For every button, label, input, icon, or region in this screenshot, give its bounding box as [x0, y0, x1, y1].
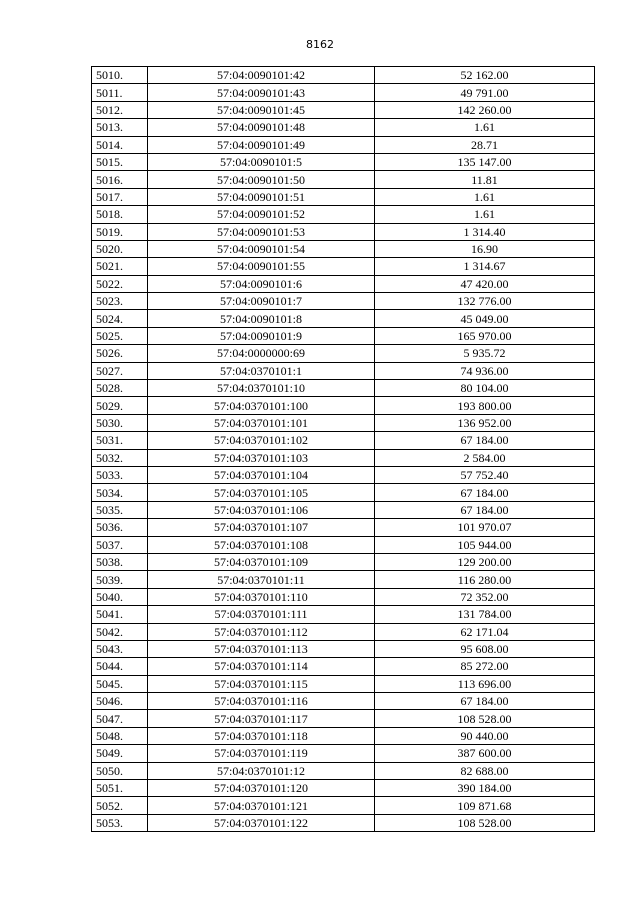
table-row: [92, 623, 595, 640]
value-cell: 67 184.00: [375, 693, 595, 710]
cadastral-number-cell: 57:04:0370101:102: [148, 432, 375, 449]
cadastral-number-cell: 57:04:0090101:55: [148, 258, 375, 275]
value-cell: 52 162.00: [375, 67, 595, 84]
cadastral-number-cell: 57:04:0370101:109: [148, 553, 375, 570]
row-number-cell: 5022.: [92, 275, 148, 292]
value-cell: 67 184.00: [375, 501, 595, 518]
value-cell: 142 260.00: [375, 101, 595, 118]
row-number-cell: 5024.: [92, 310, 148, 327]
table-row: [92, 275, 595, 292]
table-row: [92, 675, 595, 692]
cadastral-number-cell: 57:04:0370101:101: [148, 414, 375, 431]
table-row: [92, 414, 595, 431]
row-number-cell: 5034.: [92, 484, 148, 501]
table-row: [92, 727, 595, 744]
cadastral-number-cell: 57:04:0090101:42: [148, 67, 375, 84]
table-row: [92, 640, 595, 657]
table-row: [92, 780, 595, 797]
cadastral-number-cell: 57:04:0090101:48: [148, 119, 375, 136]
row-number-cell: 5029.: [92, 397, 148, 414]
row-number-cell: 5045.: [92, 675, 148, 692]
row-number-cell: 5049.: [92, 745, 148, 762]
table-row: [92, 67, 595, 84]
value-cell: 2 584.00: [375, 449, 595, 466]
value-cell: 95 608.00: [375, 640, 595, 657]
table-row: [92, 380, 595, 397]
table-row: [92, 119, 595, 136]
value-cell: 129 200.00: [375, 553, 595, 570]
table-row: [92, 536, 595, 553]
cadastral-number-cell: 57:04:0090101:50: [148, 171, 375, 188]
table-body: [92, 67, 595, 832]
cadastral-number-cell: 57:04:0370101:121: [148, 797, 375, 814]
value-cell: 90 440.00: [375, 727, 595, 744]
row-number-cell: 5011.: [92, 84, 148, 101]
table-row: [92, 814, 595, 831]
table-row: [92, 553, 595, 570]
row-number-cell: 5047.: [92, 710, 148, 727]
cadastral-number-cell: 57:04:0370101:111: [148, 606, 375, 623]
cadastral-number-cell: 57:04:0090101:54: [148, 240, 375, 257]
row-number-cell: 5046.: [92, 693, 148, 710]
row-number-cell: 5051.: [92, 780, 148, 797]
table-row: [92, 153, 595, 170]
table-row: [92, 571, 595, 588]
cadastral-number-cell: 57:04:0370101:120: [148, 780, 375, 797]
table-row: [92, 101, 595, 118]
table-row: [92, 484, 595, 501]
cadastral-number-cell: 57:04:0090101:45: [148, 101, 375, 118]
row-number-cell: 5020.: [92, 240, 148, 257]
cadastral-number-cell: 57:04:0000000:69: [148, 345, 375, 362]
row-number-cell: 5013.: [92, 119, 148, 136]
value-cell: 67 184.00: [375, 432, 595, 449]
cadastral-number-cell: 57:04:0090101:43: [148, 84, 375, 101]
table-row: [92, 240, 595, 257]
table-row: [92, 327, 595, 344]
value-cell: 108 528.00: [375, 814, 595, 831]
value-cell: 74 936.00: [375, 362, 595, 379]
table-row: [92, 606, 595, 623]
row-number-cell: 5041.: [92, 606, 148, 623]
table-row: [92, 310, 595, 327]
value-cell: 1.61: [375, 188, 595, 205]
cadastral-number-cell: 57:04:0370101:11: [148, 571, 375, 588]
row-number-cell: 5042.: [92, 623, 148, 640]
value-cell: 62 171.04: [375, 623, 595, 640]
cadastral-number-cell: 57:04:0370101:113: [148, 640, 375, 657]
cadastral-number-cell: 57:04:0370101:107: [148, 519, 375, 536]
value-cell: 85 272.00: [375, 658, 595, 675]
cadastral-number-cell: 57:04:0090101:5: [148, 153, 375, 170]
value-cell: 113 696.00: [375, 675, 595, 692]
table-row: [92, 745, 595, 762]
row-number-cell: 5027.: [92, 362, 148, 379]
table-row: [92, 501, 595, 518]
cadastral-number-cell: 57:04:0370101:114: [148, 658, 375, 675]
row-number-cell: 5026.: [92, 345, 148, 362]
row-number-cell: 5021.: [92, 258, 148, 275]
row-number-cell: 5040.: [92, 588, 148, 605]
value-cell: 82 688.00: [375, 762, 595, 779]
value-cell: 108 528.00: [375, 710, 595, 727]
cadastral-number-cell: 57:04:0370101:103: [148, 449, 375, 466]
row-number-cell: 5016.: [92, 171, 148, 188]
value-cell: 57 752.40: [375, 466, 595, 483]
table-row: [92, 762, 595, 779]
cadastral-number-cell: 57:04:0090101:9: [148, 327, 375, 344]
value-cell: 193 800.00: [375, 397, 595, 414]
value-cell: 16.90: [375, 240, 595, 257]
cadastral-number-cell: 57:04:0370101:110: [148, 588, 375, 605]
table-row: [92, 188, 595, 205]
value-cell: 390 184.00: [375, 780, 595, 797]
row-number-cell: 5038.: [92, 553, 148, 570]
value-cell: 387 600.00: [375, 745, 595, 762]
row-number-cell: 5050.: [92, 762, 148, 779]
table-row: [92, 84, 595, 101]
cadastral-number-cell: 57:04:0090101:6: [148, 275, 375, 292]
row-number-cell: 5014.: [92, 136, 148, 153]
row-number-cell: 5035.: [92, 501, 148, 518]
row-number-cell: 5019.: [92, 223, 148, 240]
value-cell: 131 784.00: [375, 606, 595, 623]
value-cell: 165 970.00: [375, 327, 595, 344]
cadastral-number-cell: 57:04:0370101:105: [148, 484, 375, 501]
table-row: [92, 797, 595, 814]
row-number-cell: 5044.: [92, 658, 148, 675]
row-number-cell: 5032.: [92, 449, 148, 466]
value-cell: 101 970.07: [375, 519, 595, 536]
value-cell: 67 184.00: [375, 484, 595, 501]
cadastral-number-cell: 57:04:0370101:1: [148, 362, 375, 379]
cadastral-value-table: [91, 66, 595, 832]
cadastral-number-cell: 57:04:0370101:115: [148, 675, 375, 692]
value-cell: 72 352.00: [375, 588, 595, 605]
value-cell: 5 935.72: [375, 345, 595, 362]
cadastral-number-cell: 57:04:0370101:100: [148, 397, 375, 414]
cadastral-number-cell: 57:04:0370101:104: [148, 466, 375, 483]
table-row: [92, 519, 595, 536]
row-number-cell: 5010.: [92, 67, 148, 84]
table-row: [92, 397, 595, 414]
row-number-cell: 5043.: [92, 640, 148, 657]
value-cell: 49 791.00: [375, 84, 595, 101]
row-number-cell: 5036.: [92, 519, 148, 536]
cadastral-number-cell: 57:04:0090101:52: [148, 206, 375, 223]
table-row: [92, 658, 595, 675]
row-number-cell: 5025.: [92, 327, 148, 344]
page-number: 8162: [306, 38, 334, 51]
value-cell: 136 952.00: [375, 414, 595, 431]
value-cell: 28.71: [375, 136, 595, 153]
value-cell: 11.81: [375, 171, 595, 188]
row-number-cell: 5053.: [92, 814, 148, 831]
cadastral-number-cell: 57:04:0370101:10: [148, 380, 375, 397]
table-row: [92, 345, 595, 362]
table-row: [92, 362, 595, 379]
row-number-cell: 5037.: [92, 536, 148, 553]
cadastral-number-cell: 57:04:0090101:49: [148, 136, 375, 153]
table-row: [92, 258, 595, 275]
row-number-cell: 5015.: [92, 153, 148, 170]
value-cell: 1 314.67: [375, 258, 595, 275]
row-number-cell: 5023.: [92, 293, 148, 310]
row-number-cell: 5018.: [92, 206, 148, 223]
row-number-cell: 5028.: [92, 380, 148, 397]
row-number-cell: 5031.: [92, 432, 148, 449]
value-cell: 105 944.00: [375, 536, 595, 553]
table-row: [92, 588, 595, 605]
cadastral-number-cell: 57:04:0370101:118: [148, 727, 375, 744]
row-number-cell: 5030.: [92, 414, 148, 431]
value-cell: 135 147.00: [375, 153, 595, 170]
table-row: [92, 136, 595, 153]
value-cell: 116 280.00: [375, 571, 595, 588]
value-cell: 109 871.68: [375, 797, 595, 814]
value-cell: 1.61: [375, 119, 595, 136]
table-row: [92, 206, 595, 223]
row-number-cell: 5012.: [92, 101, 148, 118]
table-row: [92, 449, 595, 466]
cadastral-number-cell: 57:04:0090101:53: [148, 223, 375, 240]
cadastral-number-cell: 57:04:0370101:108: [148, 536, 375, 553]
table-row: [92, 693, 595, 710]
value-cell: 132 776.00: [375, 293, 595, 310]
cadastral-number-cell: 57:04:0370101:112: [148, 623, 375, 640]
cadastral-number-cell: 57:04:0090101:51: [148, 188, 375, 205]
row-number-cell: 5048.: [92, 727, 148, 744]
value-cell: 1 314.40: [375, 223, 595, 240]
value-cell: 80 104.00: [375, 380, 595, 397]
cadastral-number-cell: 57:04:0370101:116: [148, 693, 375, 710]
table-row: [92, 432, 595, 449]
table-row: [92, 466, 595, 483]
cadastral-number-cell: 57:04:0370101:117: [148, 710, 375, 727]
row-number-cell: 5017.: [92, 188, 148, 205]
table-row: [92, 710, 595, 727]
row-number-cell: 5033.: [92, 466, 148, 483]
row-number-cell: 5052.: [92, 797, 148, 814]
table-row: [92, 171, 595, 188]
value-cell: 1.61: [375, 206, 595, 223]
cadastral-number-cell: 57:04:0370101:106: [148, 501, 375, 518]
cadastral-number-cell: 57:04:0370101:12: [148, 762, 375, 779]
cadastral-number-cell: 57:04:0370101:119: [148, 745, 375, 762]
table-row: [92, 293, 595, 310]
table-row: [92, 223, 595, 240]
row-number-cell: 5039.: [92, 571, 148, 588]
cadastral-number-cell: 57:04:0090101:8: [148, 310, 375, 327]
cadastral-number-cell: 57:04:0090101:7: [148, 293, 375, 310]
value-cell: 45 049.00: [375, 310, 595, 327]
value-cell: 47 420.00: [375, 275, 595, 292]
cadastral-number-cell: 57:04:0370101:122: [148, 814, 375, 831]
